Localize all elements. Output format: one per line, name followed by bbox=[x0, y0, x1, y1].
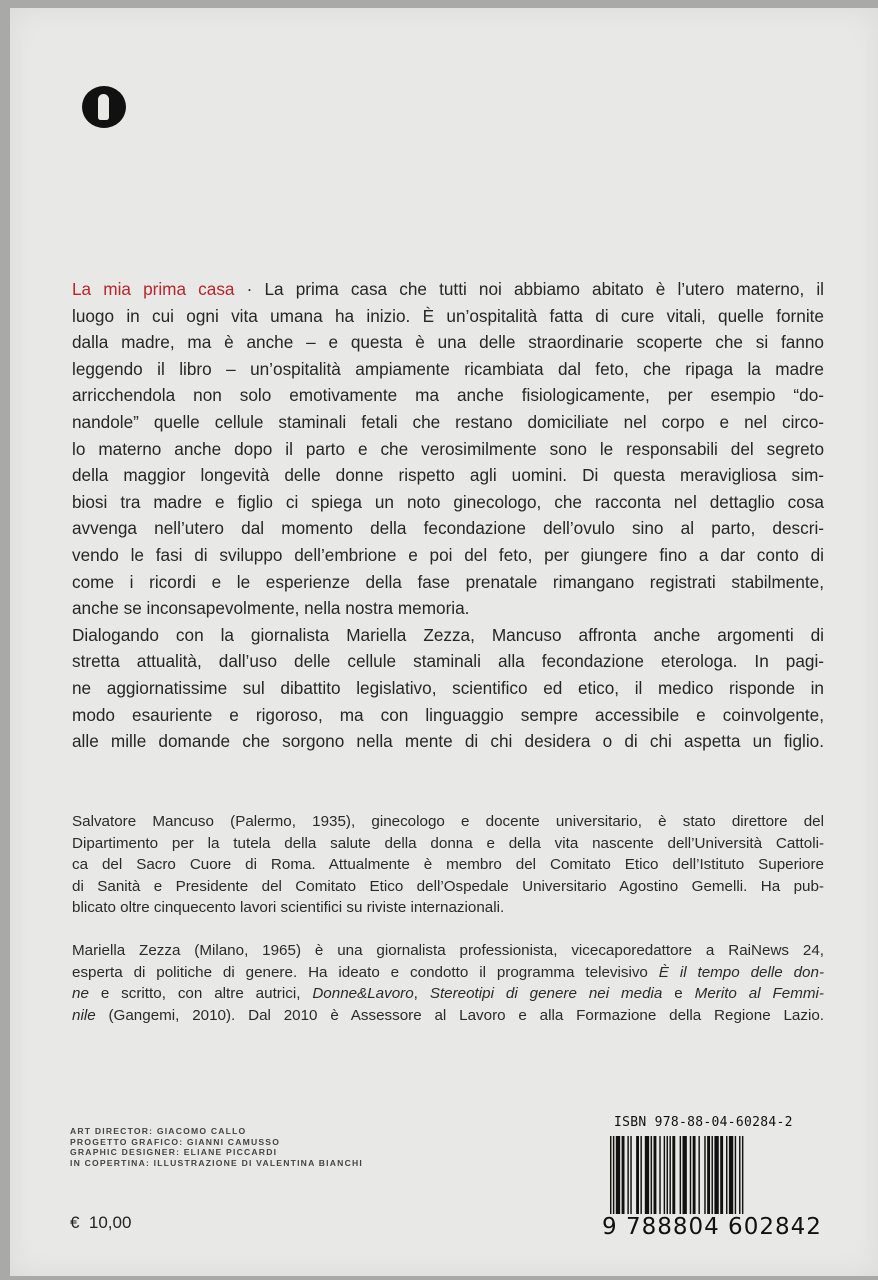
barcode-bar bbox=[640, 1136, 641, 1216]
text-segment: Dialogando con la giornalista Mariella Zezza, Mancuso affronta anche argomenti di bbox=[72, 624, 824, 645]
text-segment: e bbox=[662, 985, 695, 1003]
barcode-bar bbox=[729, 1136, 733, 1216]
text-line bbox=[72, 854, 824, 876]
text-line bbox=[72, 409, 824, 436]
text-line bbox=[72, 728, 824, 755]
barcode-bar bbox=[683, 1136, 687, 1216]
text-segment: lo materno anche dopo il parto e che verosimilmente sono le responsabili del segreto bbox=[72, 438, 824, 459]
isbn-number: ISBN 978-88-04-60284-2 bbox=[614, 1115, 793, 1130]
barcode-bar bbox=[704, 1136, 705, 1216]
barcode-bar bbox=[714, 1136, 718, 1216]
barcode-bar bbox=[707, 1136, 710, 1216]
text-line bbox=[72, 648, 824, 675]
text-segment: (Gangemi, 2010). Dal 2010 è Assessore al Lavoro e alla Formazione della Regione Lazio. bbox=[95, 1006, 824, 1024]
text-segment: dalla madre, ma è anche – e questa è una delle straordinarie scoperte che si fanno bbox=[72, 332, 824, 353]
publisher-logo-icon bbox=[82, 86, 126, 128]
barcode-bar bbox=[627, 1136, 628, 1216]
text-line bbox=[72, 702, 824, 729]
barcode-bar bbox=[630, 1136, 631, 1216]
text-line bbox=[72, 569, 824, 596]
barcode-bar bbox=[616, 1136, 620, 1216]
text-segment: arricchendola non solo emotivamente ma anche fisiologicamente, per esempio “do- bbox=[72, 385, 824, 406]
text-line bbox=[72, 962, 824, 984]
text-line bbox=[72, 542, 824, 569]
barcode-bar bbox=[667, 1136, 668, 1216]
text-line bbox=[72, 303, 824, 330]
text-line bbox=[72, 1005, 824, 1027]
text-line bbox=[72, 489, 824, 516]
price: € 10,00 bbox=[70, 1213, 132, 1232]
text-segment: Mariella Zezza (Milano, 1965) è una giornalista professionista, vicecaporedattore a RaiNews 24, bbox=[72, 942, 824, 959]
barcode-bar bbox=[664, 1136, 665, 1216]
barcode-bar bbox=[735, 1136, 736, 1216]
barcode-bar bbox=[669, 1136, 670, 1216]
text-line bbox=[72, 356, 824, 383]
text-line bbox=[72, 382, 824, 409]
text-line bbox=[72, 983, 824, 1005]
italic-title: È il tempo delle don- bbox=[658, 963, 824, 981]
book-back-cover bbox=[10, 8, 878, 1276]
credits bbox=[70, 1126, 363, 1168]
text-segment: ca del Sacro Cuore di Roma. Attualmente è membro del Comitato Etico dell’Istituto Superiore bbox=[72, 856, 824, 874]
credit-line: IN COPERTINA: ILLUSTRAZIONE DI VALENTINA BIANCHI bbox=[70, 1157, 363, 1168]
text-segment: stretta attualità, dall’uso delle cellule staminali alla fecondazione eterologa. In pagi- bbox=[72, 651, 824, 672]
text-segment: di Sanità e Presidente del Comitato Etico dell’Ospedale Universitario Agostino Gemelli. Ha pub- bbox=[72, 877, 824, 895]
text-segment: avvenga nell’utero dal momento della fecondazione dell’ovulo sino al parto, descri- bbox=[72, 518, 824, 539]
text-line bbox=[72, 675, 824, 702]
barcode-bar bbox=[659, 1136, 660, 1216]
text-segment: della maggior longevità delle donne rispetto agli uomini. Di questa meravigliosa sim- bbox=[72, 465, 824, 486]
barcode-bar bbox=[720, 1136, 723, 1216]
barcode-bar bbox=[636, 1136, 639, 1216]
text-segment: luogo in cui ogni vita umana ha inizio. È un’ospitalità fatta di cure vitali, quelle fornite bbox=[72, 305, 824, 326]
text-segment: Salvatore Mancuso (Palermo, 1935), ginecologo e docente universitario, è stato direttore del bbox=[72, 813, 824, 830]
text-line bbox=[72, 833, 824, 855]
italic-title: ne bbox=[72, 985, 89, 1003]
text-segment: esperta di politiche di genere. Ha ideato e condotto il programma televisivo bbox=[72, 963, 659, 981]
text-segment: biosi tra madre e figlio ci spiega un noto ginecologo, che racconta nel dettaglio cosa bbox=[72, 491, 824, 512]
text-segment: blicato oltre cinquecento lavori scientifici su riviste internazionali. bbox=[72, 899, 505, 917]
barcode-bar bbox=[739, 1136, 740, 1216]
credit-line: PROGETTO GRAFICO: GIANNI CAMUSSO bbox=[70, 1136, 281, 1147]
italic-title: nile bbox=[72, 1006, 96, 1024]
text-line bbox=[72, 622, 824, 649]
barcode-bar bbox=[690, 1136, 691, 1216]
text-line bbox=[72, 462, 824, 489]
credit-line: ART DIRECTOR: GIACOMO CALLO bbox=[70, 1126, 247, 1136]
text-segment: e scritto, con altre autrici, bbox=[88, 985, 313, 1003]
synopsis bbox=[72, 276, 824, 755]
text-segment: ne aggiornatissime sul dibattito legislativo, scientifico ed etico, il medico risponde in bbox=[72, 677, 824, 698]
text-line bbox=[72, 897, 824, 919]
text-line bbox=[72, 329, 824, 356]
text-segment: · La prima casa che tutti noi abbiamo abitato è l’utero materno, il bbox=[234, 279, 824, 299]
text-line bbox=[72, 276, 824, 303]
credit-line: GRAPHIC DESIGNER: ELIANE PICCARDI bbox=[70, 1147, 278, 1158]
italic-title: Stereotipi di genere nei media bbox=[429, 985, 663, 1003]
barcode-bar bbox=[622, 1136, 625, 1216]
barcode-bar bbox=[654, 1136, 657, 1216]
barcode-bar bbox=[645, 1136, 649, 1216]
text-line bbox=[72, 876, 824, 898]
barcode-bar bbox=[712, 1136, 713, 1216]
text-segment: vendo le fasi di sviluppo dell’embrione e poi del feto, per giungere fino a dar conto di bbox=[72, 544, 824, 565]
synopsis-title: La mia prima casa bbox=[72, 279, 235, 299]
text-line bbox=[72, 940, 824, 962]
text-segment: nandole” quelle cellule staminali fetali che restano domiciliate nel corpo e nel circo- bbox=[72, 411, 824, 432]
text-segment: alle mille domande che sorgono nella mente di chi desidera o di chi aspetta un figlio. bbox=[72, 731, 824, 752]
author-bio bbox=[72, 811, 824, 919]
text-line bbox=[72, 515, 824, 542]
barcode-bar bbox=[651, 1136, 652, 1216]
barcode-bar bbox=[698, 1136, 699, 1216]
barcode-bar bbox=[693, 1136, 696, 1216]
coauthor-bio bbox=[72, 940, 824, 1026]
text-segment: , bbox=[413, 985, 430, 1003]
text-segment: Dipartimento per la tutela della salute della donna e della vita nascente dell’Università Cattoli- bbox=[72, 834, 824, 852]
italic-title: Merito al Femmi- bbox=[694, 985, 824, 1003]
italic-title: Donne&Lavoro bbox=[312, 985, 414, 1003]
barcode-bar bbox=[726, 1136, 727, 1216]
text-segment: modo esauriente e rigoroso, ma con linguaggio sempre accessibile e coinvolgente, bbox=[72, 704, 824, 725]
text-line bbox=[72, 436, 824, 463]
barcode-digits: 9 788804 602842 bbox=[602, 1214, 822, 1240]
text-segment: leggendo il libro – un’ospitalità ampiamente ricambiata dal feto, che ripaga la madre bbox=[72, 358, 824, 379]
text-line bbox=[72, 811, 824, 833]
text-segment: anche se inconsapevolmente, nella nostra memoria. bbox=[72, 598, 470, 619]
text-line bbox=[72, 595, 824, 622]
text-segment: come i ricordi e le esperienze della fase prenatale rimangano registrati stabilmente, bbox=[72, 571, 824, 592]
